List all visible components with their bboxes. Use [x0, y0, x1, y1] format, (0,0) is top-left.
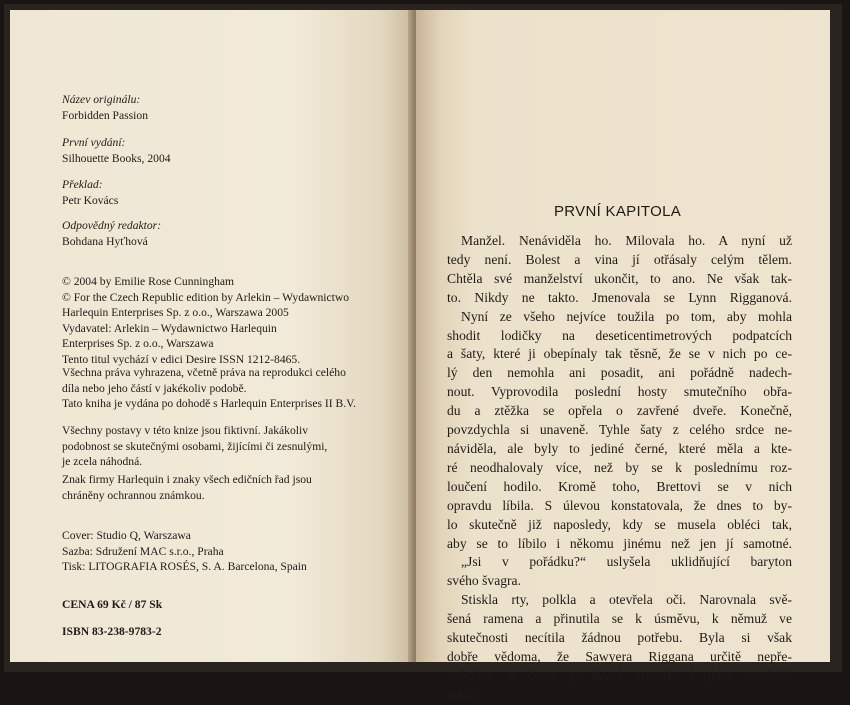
price: CENA 69 Kč / 87 Sk: [62, 598, 163, 611]
original-title-label: Název originálu:: [62, 93, 141, 106]
text-line: loučení hodilo. Kromě toho, Brettovi se v nich: [447, 478, 792, 494]
copyright-line: Tento titul vychází v edici Desire ISSN 1212-8465.: [62, 352, 301, 366]
fiction-line: je zcela náhodná.: [62, 455, 143, 468]
rights-block: [62, 365, 356, 412]
text-line: Stiskla rty, polkla a otevřela oči. Narovnala svě-: [461, 592, 792, 608]
text-line: náviděla, ale byly to jediné černé, které měla a kte-: [447, 440, 792, 456]
text-line: svědčila, v čemž ji ihned utvrdilo i jeho svraštělé: [447, 667, 792, 683]
text-line: nout. Vyprovodila poslední hosty smutečního obřa-: [447, 384, 792, 400]
first-edition: Silhouette Books, 2004: [62, 151, 171, 165]
fiction-notice-block: [62, 423, 327, 470]
text-line: ré neodhalovaly více, než by se k poslednímu roz-: [447, 459, 792, 475]
text-line: Manžel. Nenáviděla ho. Milovala ho. A nyní už: [461, 233, 792, 248]
text-line: a šaty, které ji obepínaly tak těsně, že se v nich po ce-: [447, 346, 792, 362]
text-line: Nyní ze všeho nejvíce toužila po tom, aby mohla: [461, 308, 792, 324]
left-page: [10, 10, 414, 662]
translation-label: Překlad:: [62, 178, 103, 191]
chapter-text: [447, 232, 792, 705]
text-line: lý den nemohla ani posadit, ani pořádně nadech-: [447, 365, 792, 381]
first-edition-label: První vydání:: [62, 136, 126, 149]
text-line: obočí.: [447, 686, 481, 702]
rights-line: Tato kniha je vydána po dohodě s Harlequin Enterprises II B.V.: [62, 397, 356, 410]
fiction-line: podobnost se skutečnými osobami, žijícími či zesnulými,: [62, 439, 328, 453]
text-line: šená ramena a přinutila se k úsměvu, k němuž ve: [447, 611, 792, 627]
translator: Petr Kovács: [62, 193, 119, 207]
text-line: povzdychla si unaveně. Tyhle šaty z celého srdce ne-: [447, 422, 792, 438]
trademark-line: chráněny ochrannou známkou.: [62, 488, 205, 502]
trademark-block: [62, 472, 312, 503]
editor: Bohdana Hyťhová: [62, 234, 148, 248]
text-line: „Jsi v pořádku?“ uslyšela uklidňující baryton: [461, 554, 792, 570]
book-spread: [4, 4, 842, 702]
trademark-line: Znak firmy Harlequin i znaky všech edičních řad jsou: [62, 473, 312, 486]
text-line: du a ztěžka se opřela o zavřené dveře. Konečně,: [447, 403, 792, 419]
copyright-block: [62, 274, 349, 367]
copyright-line: © For the Czech Republic edition by Arlekin – Wydawnictwo: [62, 290, 350, 304]
credits-block: [62, 528, 307, 575]
rights-line: Všechna práva vyhrazena, včetně práva na reprodukci celého: [62, 366, 346, 379]
text-line: skutečnosti necítila žádnou potřebu. Byla si však: [447, 630, 792, 646]
chapter-title: PRVNÍ KAPITOLA: [554, 203, 682, 220]
text-line: to. Nikdy ne takto. Jmenovala se Lynn Rigganová.: [447, 289, 792, 305]
text-line: shodit lodičky na deseticentimetrových podpatcích: [447, 327, 792, 343]
copyright-line: Vydavatel: Arlekin – Wydawnictwo Harlequin: [62, 321, 277, 335]
editor-label: Odpovědný redaktor:: [62, 219, 162, 232]
text-line: tedy není. Bolest a vina jí otřásaly celým tělem.: [447, 251, 792, 267]
text-line: Chtěla své manželství ukončit, to ano. Ne však tak-: [447, 270, 792, 286]
fiction-line: Všechny postavy v této knize jsou fiktivní. Jakákoliv: [62, 424, 309, 437]
text-line: dobře vědoma, že Sawyera Riggana určitě nepře-: [447, 648, 792, 664]
original-title: Forbidden Passion: [62, 108, 148, 122]
credits-line: Tisk: LITOGRAFIA ROSÉS, S. A. Barcelona, Spain: [62, 560, 307, 573]
right-page: [416, 10, 830, 702]
text-line: opravdu líbila. S úlevou konstatovala, že dnes to by-: [447, 497, 792, 513]
rights-line: díla nebo jeho částí v jakékoliv podobě.: [62, 381, 247, 395]
text-line: svého švagra.: [447, 573, 521, 589]
copyright-line: © 2004 by Emilie Rose Cunningham: [62, 275, 235, 288]
text-line: aby se to líbilo i někomu jinému než jen jí samotné.: [447, 535, 792, 551]
text-line: lo skutečně již naposledy, kdy se musela obléci tak,: [447, 516, 792, 532]
credits-line: Cover: Studio Q, Warszawa: [62, 529, 191, 542]
credits-line: Sazba: Sdružení MAC s.r.o., Praha: [62, 544, 224, 558]
copyright-line: Harlequin Enterprises Sp. z o.o., Warszawa 2005: [62, 306, 289, 319]
isbn: ISBN 83-238-9783-2: [62, 625, 162, 638]
copyright-line: Enterprises Sp. z o.o., Warszawa: [62, 337, 214, 350]
